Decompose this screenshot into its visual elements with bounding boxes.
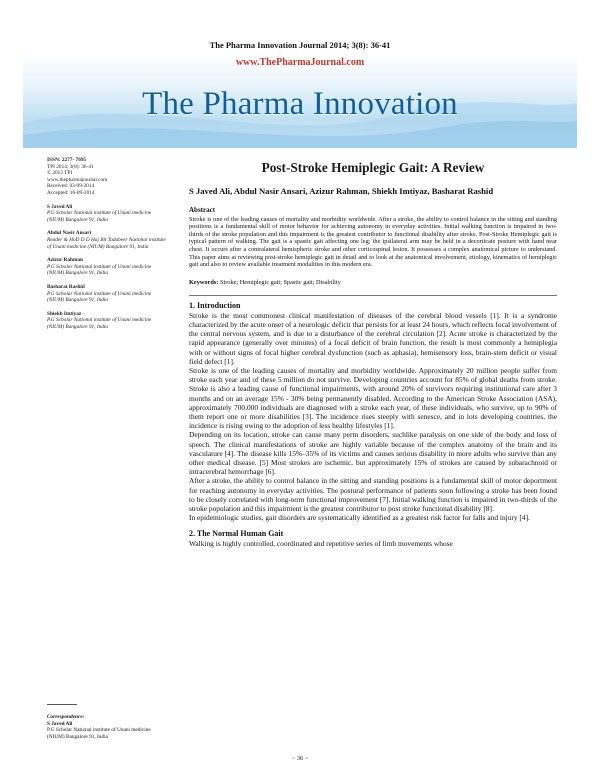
author-affiliation: [47, 311, 167, 331]
article-title: Post-Stroke Hemiplegic Gait: A Review: [261, 160, 485, 175]
page-number: ~ 36 ~: [291, 755, 309, 762]
section-heading-normal-gait: 2. The Normal Human Gait: [189, 529, 284, 539]
author-name: Abdul Nasir Ansari: [47, 230, 92, 237]
article-authors: S Javed Ali, Abdul Nasir Ansari, Azizur Rahman, Shiekh Imtiyaz, Basharat Rashid: [189, 186, 494, 196]
author-aff: P.G Scholar National institute of Unani medicine (NIUM) Bangalore 91, India: [47, 210, 152, 223]
body-paragraph: In epidemiologic studies, gait disorders are systematically identified as a greatest risk factor for falls and injury [4].: [189, 513, 530, 523]
section-divider: [189, 295, 557, 296]
correspondence-label: Correspondence:: [47, 714, 85, 720]
keywords-label: Keywords:: [189, 278, 219, 286]
body-paragraph: After a stroke, the ability to control balance in the sitting and standing positions is a fundamental skill of motor deportment for reaching autonomy in everyday activities. The postural performance of patients soon following a stroke has been found to be closely correlated with long-term functional improvement [7]. Initial walking function is impaired in two-thirds of the stroke population and this impairment is the greatest contributor to post stroke functional disability [8].: [189, 476, 557, 514]
received-date: Received: 03-09-2014: [47, 183, 95, 190]
sidebar: [47, 157, 167, 330]
journal-url[interactable]: www.ThePharmaJournal.com: [235, 57, 365, 68]
accepted-date: Accepted: 16-09-2014: [47, 189, 95, 196]
keywords-text: Stroke; Hemiplegic gait; Spastic gait; Disability: [219, 278, 341, 286]
author-name: Shiekh Imtiyaz: [47, 310, 82, 317]
section-heading-introduction: 1. Introduction: [189, 300, 241, 310]
volume-info: TPI 2014; 3(8): 36-41: [47, 163, 94, 170]
author-aff: P.G Scholar National institute of Unani medicine (NIUM) Bangalore 91, India: [47, 317, 152, 330]
author-affiliation: [47, 257, 167, 277]
author-aff: P.G Scholar National institute of Unani medicine (NIUM) Bangalore 91, India: [47, 263, 152, 277]
body-paragraph: Depending on its location, stroke can cause many perm disorders, suchlike paralysis on one side of the body and loss of speech. The clinical manifestations of stroke are highly variable because of the complex anatomy of the brain and its vasculature [4]. The disease kills 15%–35% of its victims and causes serious disability in more adults who survive than any other medical disease. [5] Most strokes are ischemic, but approximately 15% of strokes are caused by subarachnoid or intracerebral hemorrhage [6].: [189, 430, 557, 477]
author-aff: Reader & HoD D D Haj Bit Tadabeer National institute of Unani medicine (NIUM) Bangalore 91, India: [47, 236, 166, 250]
abstract-heading: Abstract: [189, 206, 216, 214]
author-name: Azizur Rahman: [47, 257, 83, 264]
author-affiliation: [47, 204, 167, 224]
author-affiliation: [47, 230, 167, 250]
issn: ISSN: 2277- 7695: [47, 157, 87, 163]
journal-website[interactable]: www.thepharmajournal.com: [47, 176, 108, 183]
body-paragraph: Walking is highly controlled, coordinated and repetitive series of limb movements whose: [189, 539, 453, 549]
journal-banner: [23, 53, 577, 148]
body-paragraph: Stroke is the most commonest clinical manifestation of diseases of the cerebral blood vessels [1]. It is a syndrome characterized by the acute onset of a neurologic deficit that persists for at least 24 hours, which reflects focal involvement of the central nervous system, and is due to a disturbance of the cerebral circulation [2]. Acute stroke is characterized by the rapid appearance (generally over minutes) of a focal deficit of brain function, the result is most commonly a hemiplegia with or without signs of focal higher cerebral dysfunction (such as aphasia), hemisensory loss, brain-stem deficit or visual field defect [1].: [189, 310, 557, 366]
abstract-text: Stroke is one of the leading causes of mortality and morbidity worldwide. After a stroke, the ability to control balance in the sitting and standing positions is a fundamental skill of motor behavior for achieving autonomy in everyday activities. Initial walking function is impaired in two-thirds of the stroke population and this impairment is the greatest contributor to functional disability after stroke. Post-Stroke Hemiplegic gait is typical pattern of walking. The gait is a spastic gait affecting one leg; the ipsilateral arm may be held in a decorticate posture with hand near chest. It occurs after a contralateral hemispheric stroke and other corticospinal lesion. It possesses a complex anatomical picture to understand. This paper aims at reviewing post-stroke hemiplegic gait in detail and to look at the anatomical involvement, etiology, kinematics of hemiplegic gait and also to review available treatment modalities in this modern era.: [189, 215, 557, 269]
correspondence: [47, 714, 167, 740]
journal-title: The Pharma Innovation: [142, 86, 458, 122]
running-header: The Pharma Innovation Journal 2014; 3(8): 36-41: [209, 40, 391, 50]
author-affiliation: [47, 284, 167, 304]
author-name: Basharat Rashid: [47, 283, 85, 290]
copyright: © 2013 TPI: [47, 170, 73, 177]
keywords: [189, 279, 557, 286]
author-name: S Javed Ali: [47, 203, 73, 210]
article-main: [189, 160, 557, 549]
correspondence-aff: P.G Scholar National institute of Unani medicine (NIUM) Bangalore 91, India: [47, 727, 151, 740]
abstract: [189, 207, 557, 269]
sidebar-divider: [47, 704, 77, 705]
body-paragraph: Stroke is one of the leading causes of mortality and morbidity worldwide. Approximately 20 million people suffer from stroke each year and of these 5 million do not survive. Developing countries account for 85% of global deaths from stroke. Stroke is also a leading cause of functional impairments, with around 20% of survivors requiring institutional care after 3 months and on an average 15% - 30% being permanently disabled. According to the American Stroke Association (ASA), approximately 700,000 individuals are diagnosed with a stroke each year, of these individuals, who survive, up to 90% of them report one or more disabilities [3]. The incidence rises steeply with senesce, and in lots developing countries, the incidence is rising owing to the adoption of less healthy lifestyles [1].: [189, 365, 557, 431]
publication-meta: [47, 157, 167, 197]
author-aff: P.G Scholar National institute of Unani medicine (NIUM) Bangalore 91, India: [47, 290, 152, 304]
correspondence-name: S Javed Ali: [47, 720, 73, 727]
